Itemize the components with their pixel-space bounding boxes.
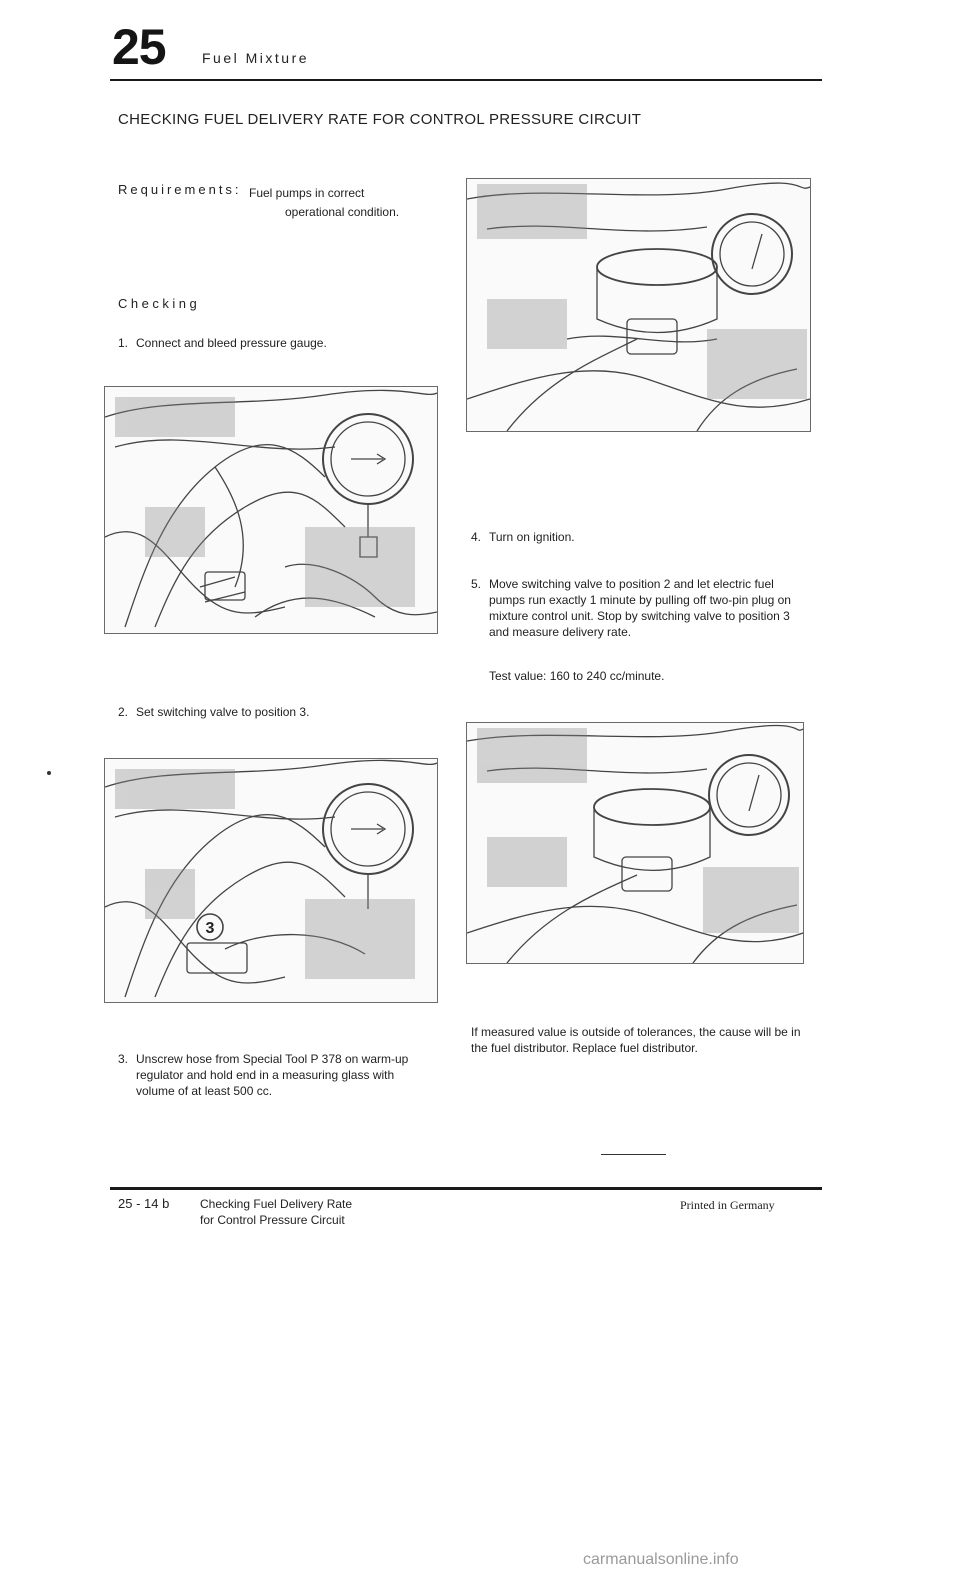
step-4-number: 4. [471,530,482,544]
footer-printed: Printed in Germany [680,1198,775,1212]
note-text: If measured value is outside of tolerances, the cause will be in the fuel distributor. Replace fuel distributor. [471,1025,801,1055]
step-3 [118,1051,434,1099]
checking-heading: Checking [118,296,201,311]
step-1-text: Connect and bleed pressure gauge. [136,336,327,350]
photo-switching-valve [104,758,438,1003]
valve-position-marker: 3 [205,920,215,937]
footer-page-number: 25 - 14 b [118,1196,170,1211]
photo-1-illustration [105,387,437,633]
photo-2-illustration [105,759,437,1002]
photo-3-illustration [467,179,810,431]
step-2-text: Set switching valve to position 3. [136,705,310,719]
requirements-label: Requirements: [118,182,242,197]
test-value: Test value: 160 to 240 cc/minute. [489,669,665,683]
requirements-line-2: operational condition. [285,205,400,219]
step-5-text: Move switching valve to position 2 and let electric fuel pumps run exactly 1 minute by pulling off two-pin plug on mixture control unit. Stop by switching valve to position 3 and measure delivery rate. [489,577,791,639]
requirements-line-1: Fuel pumps in correct [249,186,365,200]
step-5 [471,576,801,640]
photo-pressure-gauge-connected [104,386,438,634]
step-1-number: 1. [118,336,129,350]
footer-title-line-1: Checking Fuel Delivery Rate [200,1197,353,1211]
step-4 [471,529,811,545]
step-1 [118,335,418,351]
footer-title-line-2: for Control Pressure Circuit [200,1213,345,1227]
chapter-number: 25 [112,19,166,75]
step-3-number: 3. [118,1052,129,1066]
photo-4-illustration [467,723,803,963]
photo-fuel-distributor-measure [466,722,804,964]
chapter-title: Fuel Mixture [202,50,310,66]
step-5-number: 5. [471,577,482,591]
header-rule [110,79,822,81]
page-heading: CHECKING FUEL DELIVERY RATE FOR CONTROL PRESSURE CIRCUIT [118,111,642,128]
end-rule [601,1154,666,1155]
footer-title [200,1196,352,1228]
step-2 [118,704,418,720]
step-2-number: 2. [118,705,129,719]
footer-rule [110,1187,822,1190]
requirements-text [249,184,399,222]
step-3-text: Unscrew hose from Special Tool P 378 on warm-up regulator and hold end in a measuring glass with volume of at least 500 cc. [136,1052,409,1098]
scan-speck [47,771,51,775]
photo-fuel-distributor-top [466,178,811,432]
step-4-text: Turn on ignition. [489,530,575,544]
watermark: carmanualsonline.info [583,1551,739,1568]
